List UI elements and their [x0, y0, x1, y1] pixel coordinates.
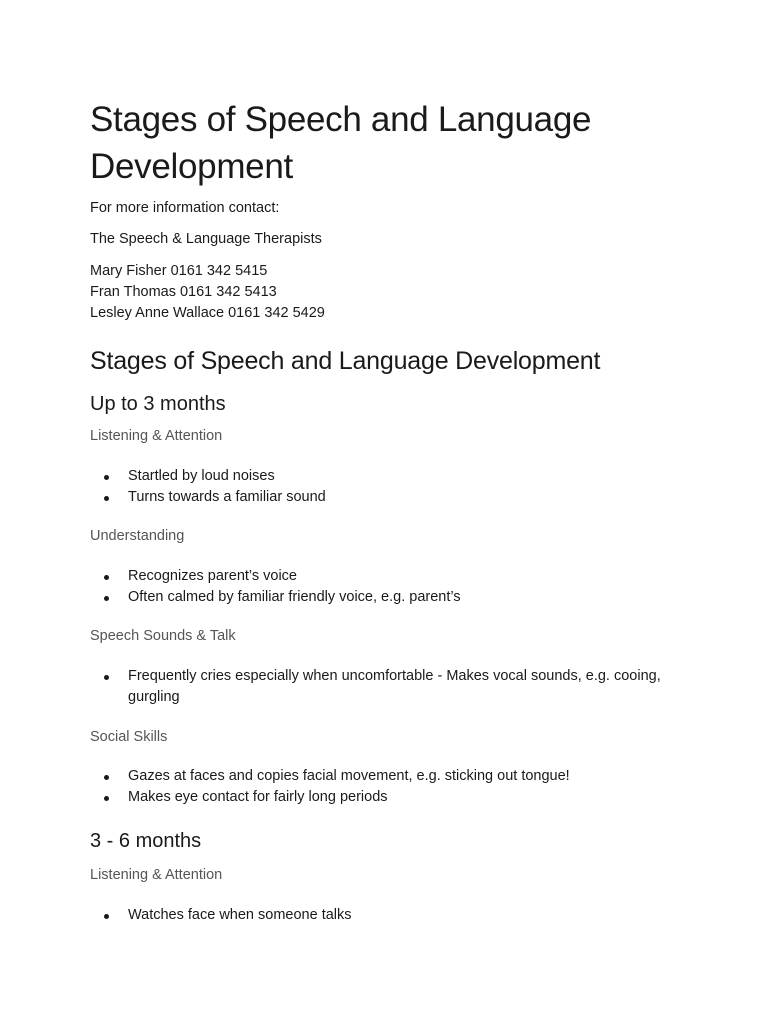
contact-label: For more information contact:	[90, 200, 280, 216]
section-heading: Stages of Speech and Language Development	[90, 347, 601, 375]
list-item: Turns towards a familiar sound	[90, 487, 670, 508]
stage-heading: 3 - 6 months	[90, 830, 202, 852]
bullet-icon	[104, 596, 109, 601]
list-item: Startled by loud noises	[90, 466, 670, 487]
list-item: Often calmed by familiar friendly voice, e.g. parent’s	[90, 587, 670, 608]
list-item: Gazes at faces and copies facial movement, e.g. sticking out tongue!	[90, 766, 670, 787]
group-heading-speech-sounds-talk: Speech Sounds & Talk	[90, 628, 236, 644]
bullet-icon	[104, 675, 109, 680]
list-item: Recognizes parent’s voice	[90, 566, 670, 587]
group-heading-listening-attention: Listening & Attention	[90, 867, 223, 883]
contact-line: Mary Fisher 0161 342 5415	[90, 263, 268, 279]
list-item: Frequently cries especially when uncomfortable - Makes vocal sounds, e.g. cooing, gurgling	[90, 666, 670, 708]
contact-list	[90, 261, 325, 324]
group-heading-understanding: Understanding	[90, 528, 185, 544]
team-name: The Speech & Language Therapists	[90, 231, 322, 247]
group-heading-listening-attention: Listening & Attention	[90, 428, 223, 444]
stage-heading: Up to 3 months	[90, 393, 226, 415]
bullet-icon	[104, 914, 109, 919]
bullet-icon	[104, 775, 109, 780]
bullet-icon	[104, 475, 109, 480]
group-heading-social-skills: Social Skills	[90, 729, 168, 745]
bullet-icon	[104, 575, 109, 580]
bullet-icon	[104, 496, 109, 501]
list-item: Watches face when someone talks	[90, 905, 670, 926]
bullet-list	[90, 905, 670, 926]
bullet-icon	[104, 796, 109, 801]
contact-line: Lesley Anne Wallace 0161 342 5429	[90, 305, 325, 321]
list-item: Makes eye contact for fairly long periods	[90, 787, 670, 808]
document-title: Stages of Speech and Language Development	[90, 100, 592, 186]
bullet-list	[90, 466, 670, 508]
bullet-list	[90, 566, 670, 608]
contact-line: Fran Thomas 0161 342 5413	[90, 284, 277, 300]
bullet-list	[90, 766, 670, 808]
bullet-list	[90, 666, 670, 708]
